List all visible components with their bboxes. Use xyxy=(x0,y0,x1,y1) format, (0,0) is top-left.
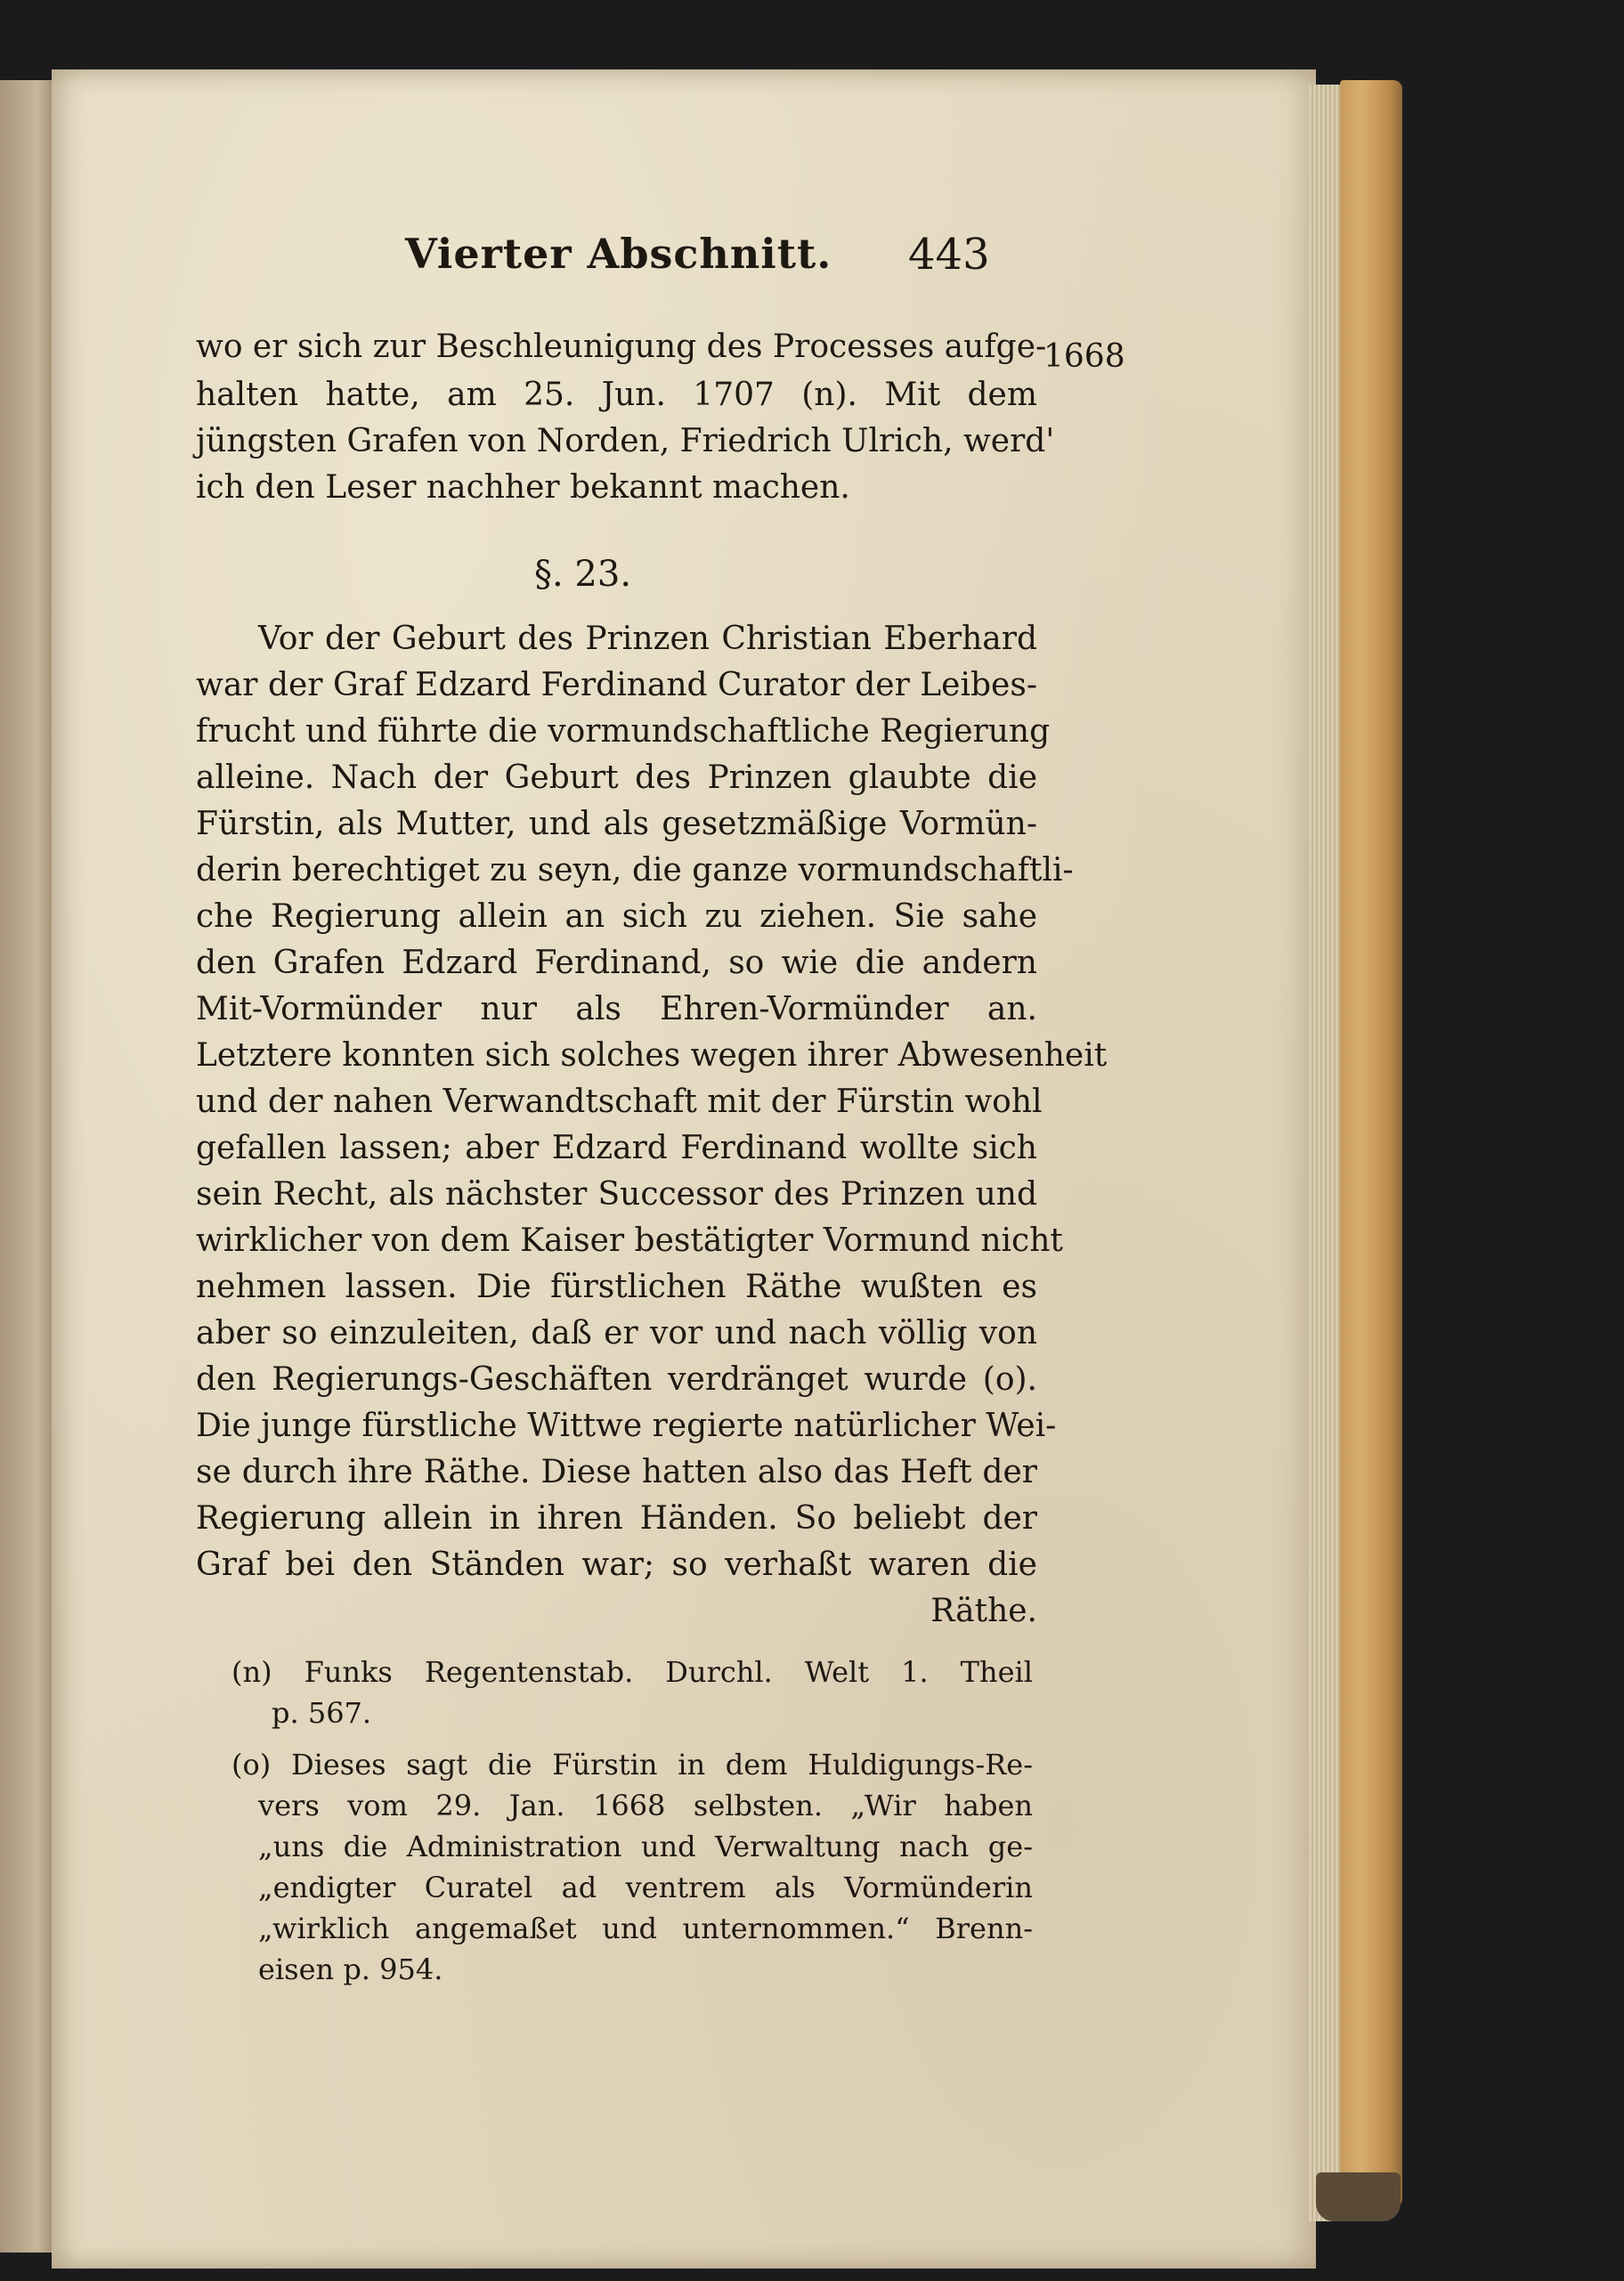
text-line: gefallen lassen; aber Edzard Ferdinand wollte sich xyxy=(196,1130,1037,1166)
text-line: derin berechtiget zu seyn, die ganze vormundschaftli- xyxy=(196,852,1074,889)
text-line: Letztere konnten sich solches wegen ihrer Abwesenheit xyxy=(196,1037,1108,1074)
text-line: Die junge fürstliche Wittwe regierte natürlicher Wei- xyxy=(196,1408,1057,1444)
cover-corner xyxy=(1316,2172,1401,2221)
text-line: jüngsten Grafen von Norden, Friedrich Ulrich, werd' xyxy=(196,423,1055,459)
text-line: Regierung allein in ihren Händen. So beliebt der xyxy=(196,1500,1037,1537)
text-line: che Regierung allein an sich zu ziehen. Sie sahe xyxy=(196,898,1037,935)
text-line: frucht und führte die vormundschaftliche Regierung xyxy=(196,713,1051,750)
text-line: Räthe. xyxy=(930,1593,1037,1629)
text-line: Fürstin, als Mutter, und als gesetzmäßige Vormün- xyxy=(196,806,1037,842)
text-line: den Regierungs-Geschäften verdränget wurde (o). xyxy=(196,1361,1037,1398)
footnote-line: „wirklich angemaßet und unternommen.“ Brenn- xyxy=(258,1912,1033,1945)
text-line: den Grafen Edzard Ferdinand, so wie die andern xyxy=(196,945,1037,981)
page-edges xyxy=(1309,85,1344,2221)
text-line: alleine. Nach der Geburt des Prinzen glaubte die xyxy=(196,759,1037,796)
text-line: halten hatte, am 25. Jun. 1707 (n). Mit dem xyxy=(196,377,1037,413)
text-line: wo er sich zur Beschleunigung des Processes aufge- xyxy=(196,329,1047,365)
text-line: nehmen lassen. Die fürstlichen Räthe wußten es xyxy=(196,1269,1037,1305)
book-cover xyxy=(1340,80,1402,2208)
text-line: Vor der Geburt des Prinzen Christian Eberhard xyxy=(258,621,1037,657)
footnote-line: „uns die Administration und Verwaltung nach ge- xyxy=(258,1830,1033,1863)
text-line: wirklicher von dem Kaiser bestätigter Vormund nicht xyxy=(196,1222,1063,1259)
text-line: Graf bei den Ständen war; so verhaßt waren die xyxy=(196,1546,1037,1583)
footnote-line: p. 567. xyxy=(272,1696,372,1730)
section-heading: §. 23. xyxy=(534,554,632,595)
footnote-line: „endigter Curatel ad ventrem als Vormünderin xyxy=(258,1871,1033,1904)
footnote-line: vers vom 29. Jan. 1668 selbsten. „Wir haben xyxy=(258,1789,1033,1822)
text-line: Mit-Vormünder nur als Ehren-Vormünder an. xyxy=(196,991,1037,1027)
footnote-line: (n) Funks Regentenstab. Durchl. Welt 1. Theil xyxy=(231,1655,1033,1689)
footnote-line: eisen p. 954. xyxy=(258,1952,443,1986)
text-line: und der nahen Verwandtschaft mit der Fürstin wohl xyxy=(196,1084,1043,1120)
text-line: war der Graf Edzard Ferdinand Curator der Leibes- xyxy=(196,667,1037,703)
margin-year: 1668 xyxy=(1043,338,1125,375)
running-head: Vierter Abschnitt. xyxy=(405,230,832,278)
text-line: sein Recht, als nächster Successor des Prinzen und xyxy=(196,1176,1037,1213)
text-line: se durch ihre Räthe. Diese hatten also das Heft der xyxy=(196,1454,1037,1490)
footnote-line: (o) Dieses sagt die Fürstin in dem Huldigungs-Re- xyxy=(231,1748,1033,1782)
text-line: aber so einzuleiten, daß er vor und nach völlig von xyxy=(196,1315,1037,1352)
page-number: 443 xyxy=(908,230,990,280)
text-line: ich den Leser nachher bekannt machen. xyxy=(196,469,850,506)
